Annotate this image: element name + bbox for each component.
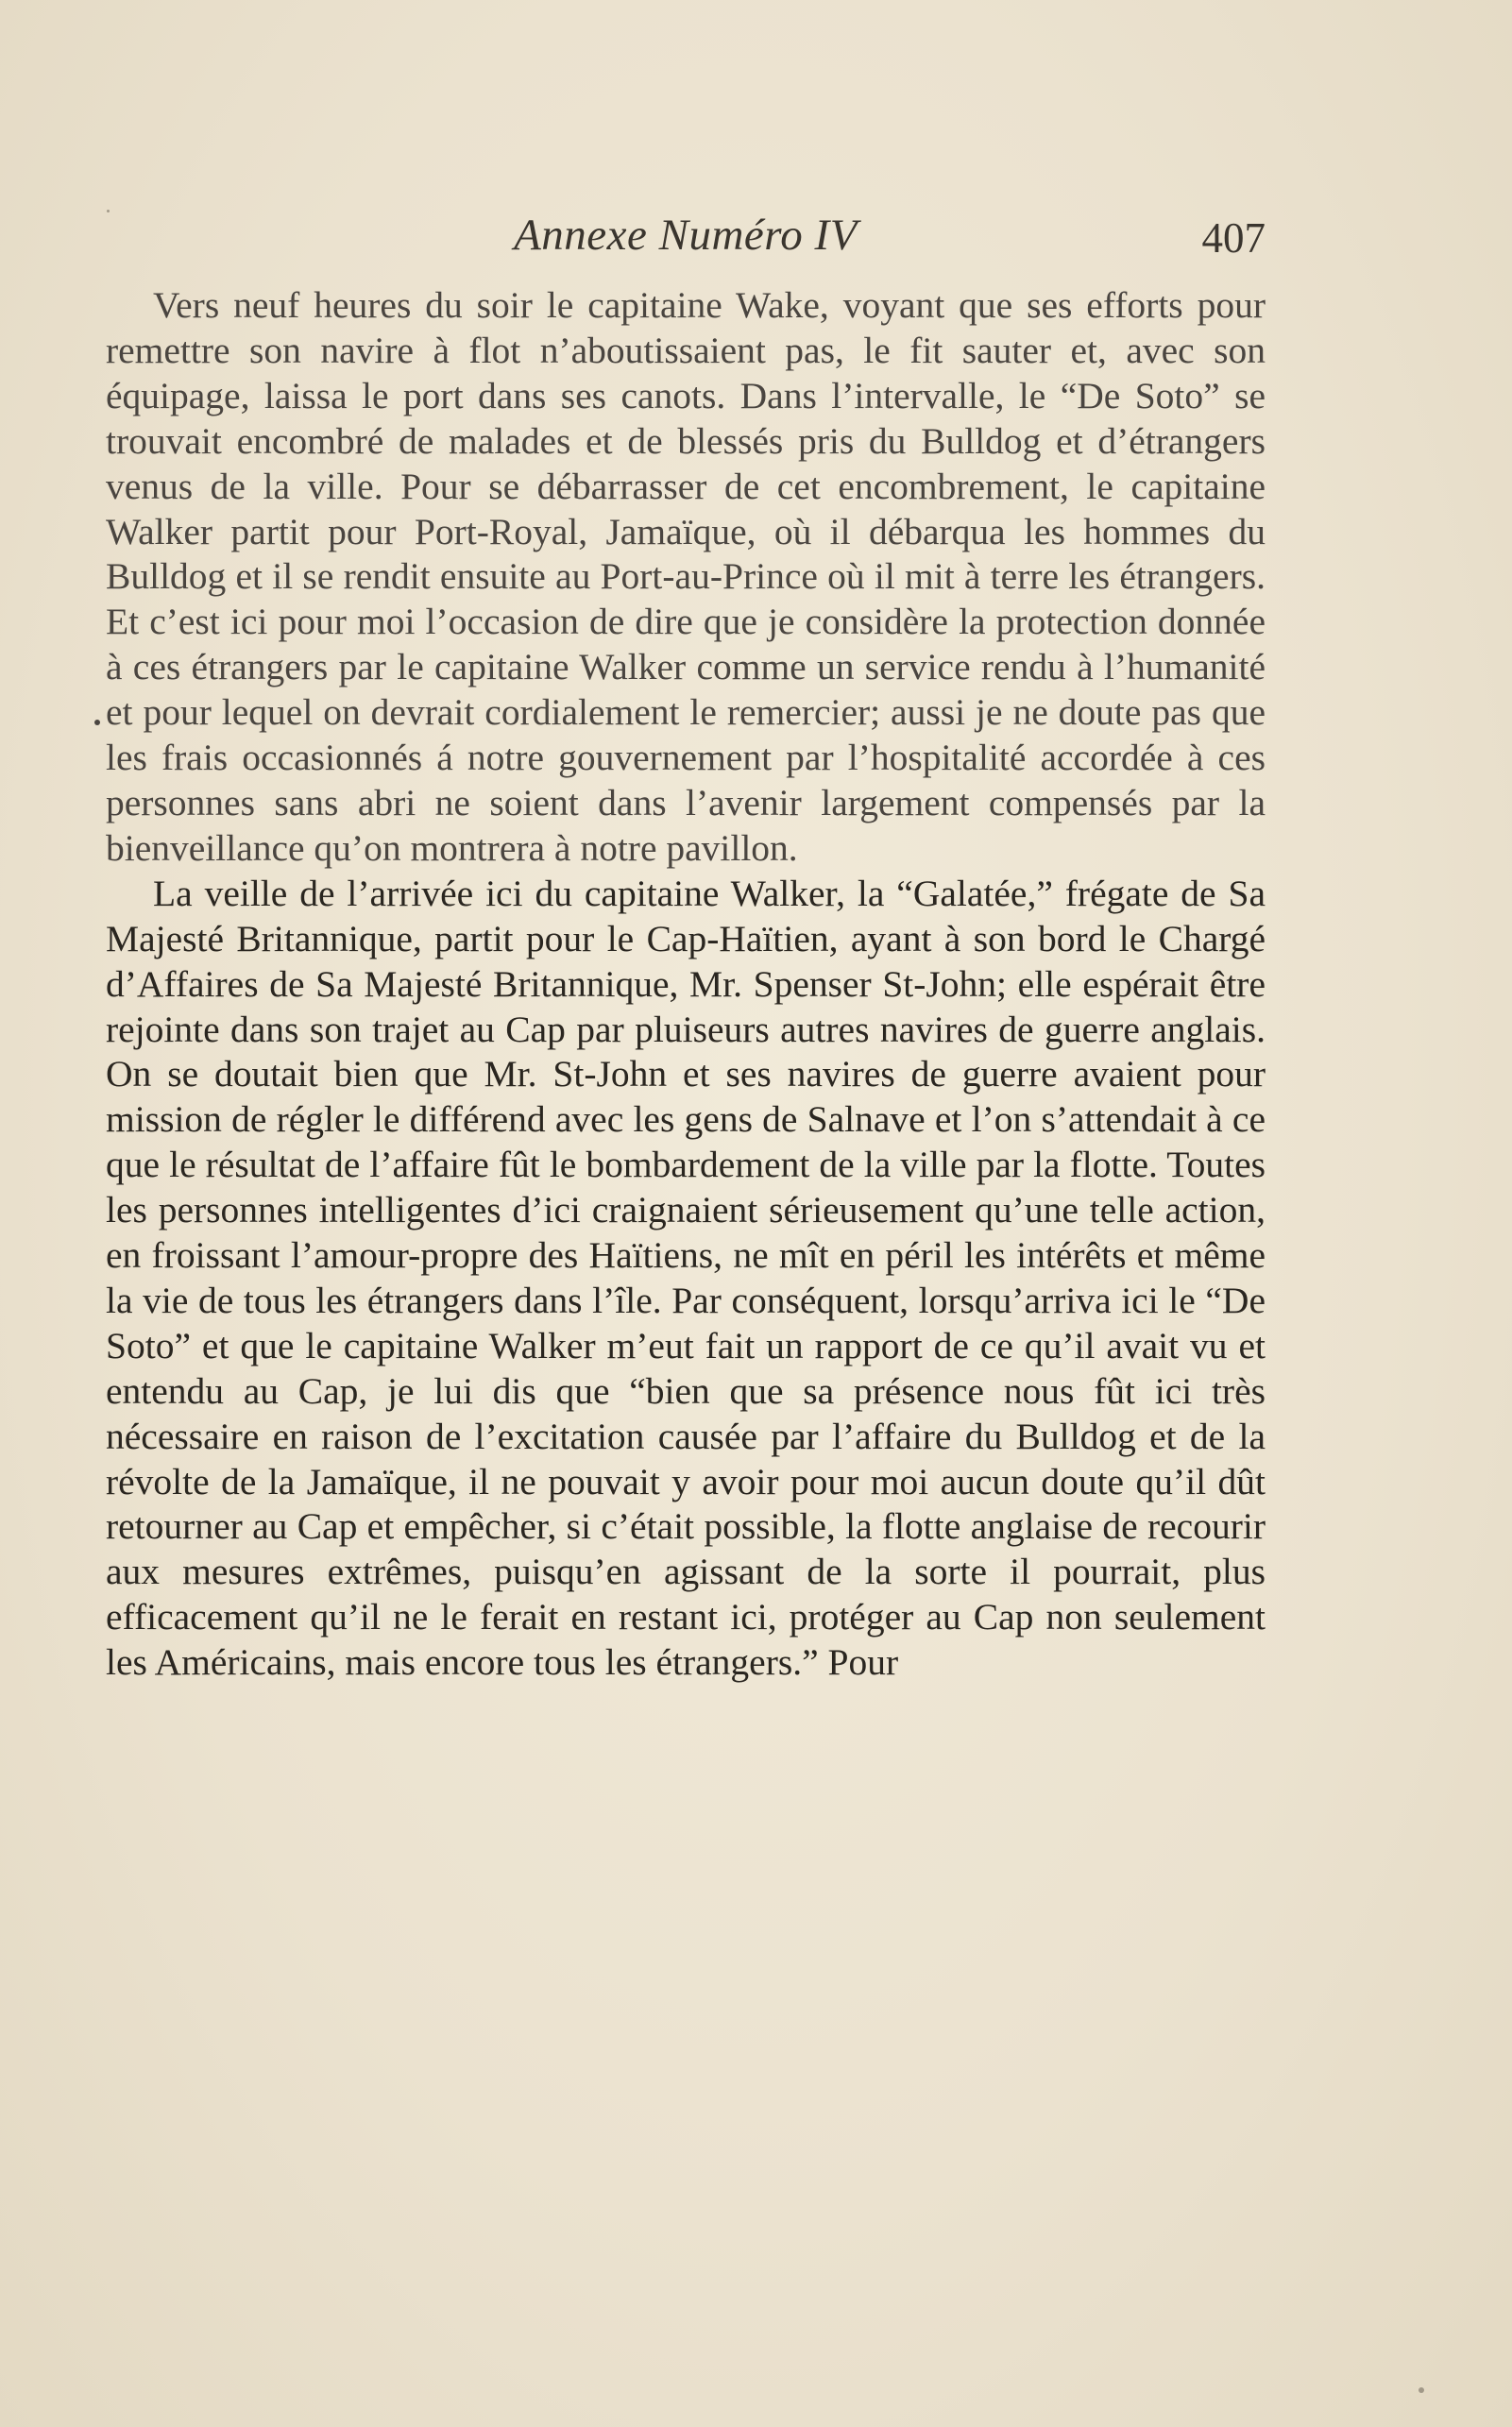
paragraph: Vers neuf heures du soir le capitaine Wake, voyant que ses efforts pour remettre son navire à flot n’aboutissaient pas, le fit sauter et, avec son équipage, laissa le port dans ses canots. Dans l’intervalle, le “De Soto” se trouvait encombré de malades et de blessés pris du Bulldog et d’étrangers venus de la ville. Pour se débarrasser de cet encombrement, le capitaine Walker partit pour Port-Royal, Jamaïque, où il débarqua les hommes du Bulldog et il se rendit ensuite au Port-au-Prince où il mit à terre les étrangers. Et c’est ici pour moi l’occasion de dire que je considère la protection donnée à ces étrangers par le capitaine Walker comme un service rendu à l’humanité et pour lequel on devrait cordialement le remercier; aussi je ne doute pas que les frais occasionnés á notre gouvernement par l’hospitalité accordée à ces personnes sans abri ne soient dans l’avenir largement compensés par la bienveillance qu’on montrera à notre pavillon. bbox=[106, 284, 1266, 869]
running-title: Annexe Numéro IV bbox=[514, 211, 858, 260]
paragraph: La veille de l’arrivée ici du capitaine Walker, la “Galatée,” frégate de Sa Majesté Britannique, partit pour le Cap-Haïtien, ayant à son bord le Chargé d’Affaires de Sa Majesté Britannique, Mr. Spenser St-John; elle espérait être rejointe dans son trajet au Cap par pluiseurs autres navires de guerre anglais. On se doutait bien que Mr. St-John et ses navires de guerre avaient pour mission de régler le différend avec les gens de Salnave et l’on s’attendait à ce que le résultat de l’affaire fût le bombardement de la ville par la flotte. Toutes les personnes intelligentes d’ici craignaient sérieusement qu’une telle action, en froissant l’amour-propre des Haïtiens, ne mît en péril les intérêts et même la vie de tous les étrangers dans l’île. Par conséquent, lorsqu’arriva ici le “De Soto” et que le capitaine Walker m’eut fait un rapport de ce qu’il avait vu et entendu au Cap, je lui dis que “bien que sa présence nous fût ici très nécessaire en raison de l’excitation causée par l’affaire du Bulldog et de la révolte de la Jamaïque, il ne pouvait y avoir pour moi aucun doute qu’il dût retourner au Cap et empêcher, si c’était possible, la flotte anglaise de recourir aux mesures extrêmes, puisqu’en agissant de la sorte il pourrait, plus efficacement qu’il ne le ferait en restant ici, protéger au Cap non seulement les Américains, mais encore tous les étrangers.” Pour bbox=[106, 872, 1266, 1684]
running-head bbox=[106, 210, 1266, 266]
margin-mark bbox=[94, 720, 100, 725]
paper-speck bbox=[107, 210, 110, 212]
paper-speck bbox=[1419, 2387, 1424, 2393]
body-text bbox=[106, 283, 1266, 1686]
page-number: 407 bbox=[1201, 214, 1266, 262]
